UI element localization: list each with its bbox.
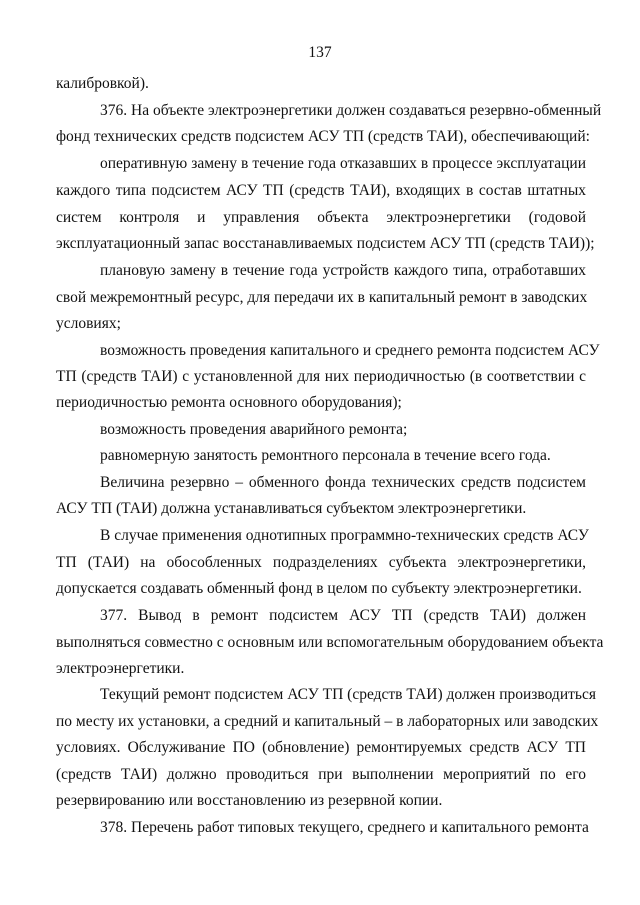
text-line: АСУ ТП (ТАИ) должна устанавливаться субъектом электроэнергетики. bbox=[56, 500, 527, 517]
text-line: выполняться совместно с основным или вспомогательным оборудованием объекта bbox=[56, 634, 604, 651]
text-line: резервированию или восстановлению из резервной копии. bbox=[56, 792, 443, 809]
text-line: эксплуатационный запас восстанавливаемых подсистем АСУ ТП (средств ТАИ)); bbox=[56, 235, 595, 252]
text-line: свой межремонтный ресурс, для передачи их в капитальный ремонт в заводских bbox=[56, 289, 588, 306]
text-line: Величина резервно – обменного фонда технических средств подсистем bbox=[100, 474, 586, 491]
text-line: условиях; bbox=[56, 315, 121, 332]
text-line: 378. Перечень работ типовых текущего, среднего и капитального ремонта bbox=[100, 819, 589, 836]
text-line: электроэнергетики. bbox=[56, 660, 185, 677]
text-line: каждого типа подсистем АСУ ТП (средств ТАИ), входящих в состав штатных bbox=[56, 182, 586, 199]
text-line: по месту их установки, а средний и капитальный – в лабораторных или заводских bbox=[56, 713, 599, 730]
text-line: возможность проведения капитального и среднего ремонта подсистем АСУ bbox=[100, 342, 600, 359]
text-line: оперативную замену в течение года отказавших в процессе эксплуатации bbox=[100, 155, 586, 172]
text-line: ТП (средств ТАИ) с установленной для них периодичностью (в соответствии с bbox=[56, 368, 586, 385]
text-line: систем контроля и управления объекта электроэнергетики (годовой bbox=[56, 209, 586, 226]
text-line: Текущий ремонт подсистем АСУ ТП (средств ТАИ) должен производиться bbox=[100, 686, 596, 703]
text-line: периодичностью ремонта основного оборудования); bbox=[56, 394, 402, 411]
text-line: фонд технических средств подсистем АСУ ТП (средств ТАИ), обеспечивающий: bbox=[56, 128, 590, 145]
text-line: 377. Вывод в ремонт подсистем АСУ ТП (средств ТАИ) должен bbox=[100, 607, 586, 624]
text-line: допускается создавать обменный фонд в целом по субъекту электроэнергетики. bbox=[56, 580, 582, 597]
text-line: 376. На объекте электроэнергетики должен создаваться резервно-обменный bbox=[100, 102, 602, 119]
text-line: калибровкой). bbox=[56, 75, 149, 92]
text-line: условиях. Обслуживание ПО (обновление) ремонтируемых средств АСУ ТП bbox=[56, 739, 586, 756]
text-line: (средств ТАИ) должно проводиться при выполнении мероприятий по его bbox=[56, 766, 586, 783]
text-line: ТП (ТАИ) на обособленных подразделениях субъекта электроэнергетики, bbox=[56, 554, 586, 571]
text-line: возможность проведения аварийного ремонта; bbox=[100, 421, 408, 438]
text-line: В случае применения однотипных программно-технических средств АСУ bbox=[100, 527, 589, 544]
page-number: 137 bbox=[308, 44, 332, 61]
text-line: равномерную занятость ремонтного персонала в течение всего года. bbox=[100, 447, 551, 464]
text-line: плановую замену в течение года устройств каждого типа, отработавших bbox=[100, 262, 586, 279]
